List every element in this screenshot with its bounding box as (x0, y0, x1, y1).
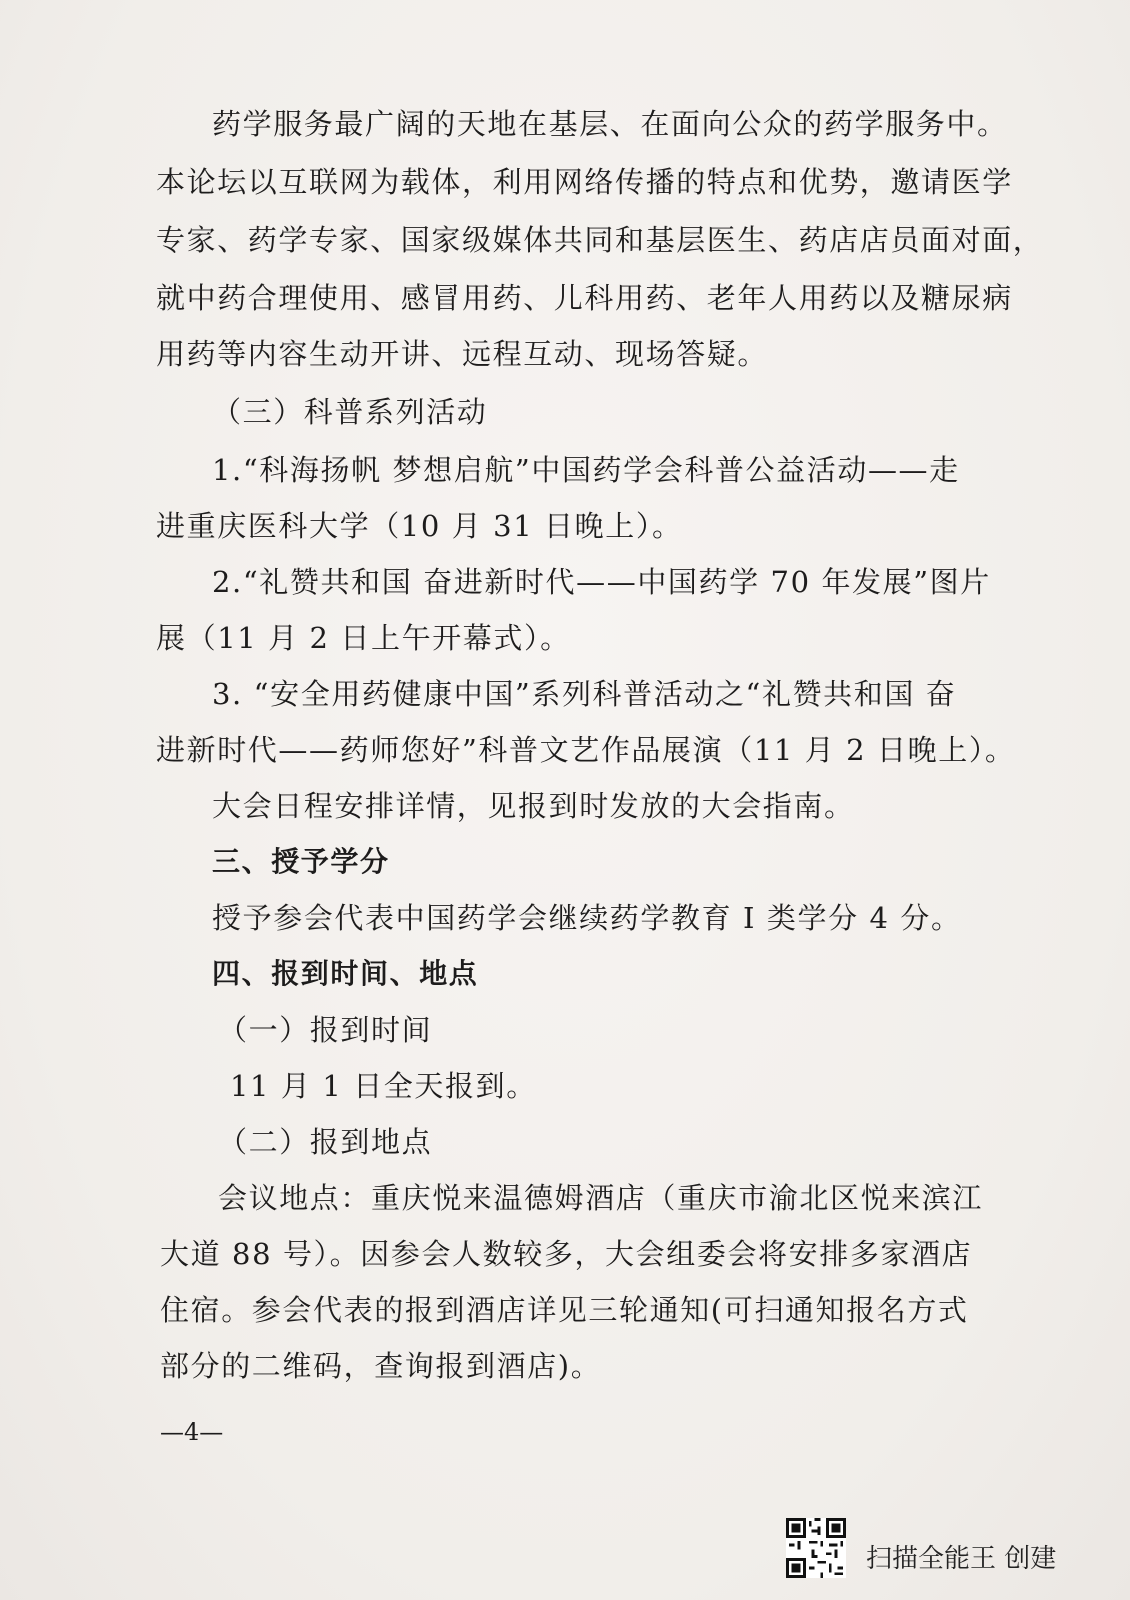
paragraph-line: 专家、药学专家、国家级媒体共同和基层医生、药店店员面对面， (156, 223, 1044, 257)
paragraph-line: 展（11 月 2 日上午开幕式）。 (156, 621, 571, 655)
paragraph-line: 进重庆医科大学（10 月 31 日晚上）。 (156, 509, 683, 543)
paragraph-line: 1.“科海扬帆 梦想启航”中国药学会科普公益活动——走 (212, 453, 960, 487)
paragraph-line: 大道 88 号）。因参会人数较多，大会组委会将安排多家酒店 (160, 1237, 973, 1271)
subheading: （一）报到时间 (218, 1013, 433, 1047)
scanner-watermark (786, 1518, 1086, 1582)
paragraph-line: 会议地点：重庆悦来温德姆酒店（重庆市渝北区悦来滨江 (218, 1181, 984, 1215)
paragraph-line: 2.“礼赞共和国 奋进新时代——中国药学 70 年发展”图片 (212, 565, 991, 599)
paragraph-line: 药学服务最广阔的天地在基层、在面向公众的药学服务中。 (212, 107, 1008, 141)
paragraph-line: 11 月 1 日全天报到。 (230, 1069, 537, 1103)
qr-code-icon (786, 1518, 846, 1578)
paragraph-line: 就中药合理使用、感冒用药、儿科用药、老年人用药以及糖尿病 (156, 281, 1013, 315)
paragraph-line: 授予参会代表中国药学会继续药学教育 I 类学分 4 分。 (212, 901, 962, 935)
paragraph-line: 本论坛以互联网为载体，利用网络传播的特点和优势，邀请医学 (156, 165, 1013, 199)
subheading: （三）科普系列活动 (212, 395, 488, 429)
paragraph-line: 进新时代——药师您好”科普文艺作品展演（11 月 2 日晚上）。 (156, 733, 1016, 767)
page-number: —4— (160, 1418, 224, 1446)
paragraph-line: 部分的二维码，查询报到酒店)。 (160, 1349, 602, 1383)
scanner-brand-label: 扫描全能王 创建 (866, 1544, 1057, 1574)
section-heading: 四、报到时间、地点 (212, 957, 479, 990)
paragraph-line: 用药等内容生动开讲、远程互动、现场答疑。 (156, 337, 769, 371)
paragraph-line: 3. “安全用药健康中国”系列科普活动之“礼赞共和国 奋 (212, 677, 957, 711)
paragraph-line: 住宿。参会代表的报到酒店详见三轮通知(可扫通知报名方式 (160, 1293, 969, 1327)
paragraph-line: 大会日程安排详情，见报到时发放的大会指南。 (212, 789, 855, 823)
subheading: （二）报到地点 (218, 1125, 433, 1159)
section-heading: 三、授予学分 (212, 845, 390, 878)
